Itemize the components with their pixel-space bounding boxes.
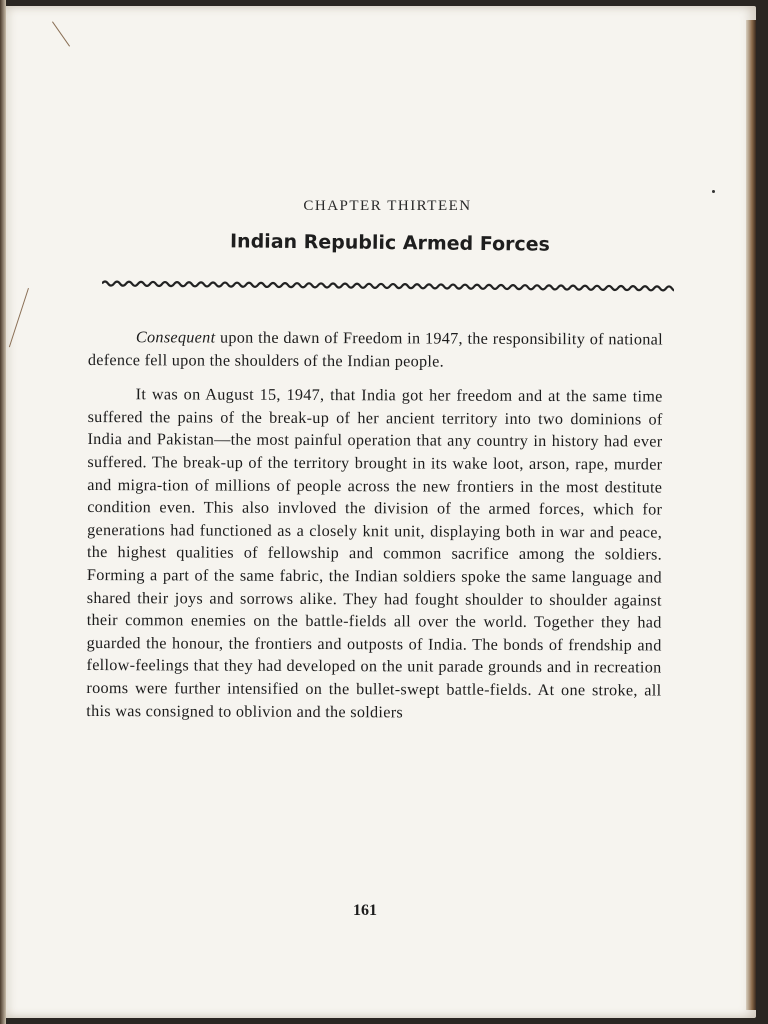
paragraph-text: upon the dawn of Freedom in 1947, the responsibility of national defence fell upon the shoulders of the Indian people. (87, 328, 663, 371)
paragraph-2 (86, 383, 662, 724)
paragraph-text: It was on August 15, 1947, that India got her freedom and at the same time suffered the pains of the break-up of her ancient territory into two dominions of India and Pakistan—the most painful operation that any country in history had ever suffered. The break-up of the territory brought in its wake loot, arson, rape, murder and migra-tion of millions of people across the new frontiers in the most destitute condition even. This also invloved the division of the armed forces, which for generations had functioned as a closely knit unit, displaying both in war and peace, the highest qualities of fellowship and common sacrifice among the soldiers. Forming a part of the same fabric, the Indian soldiers spoke the same language and shared their joys and sorrows alike. They had fought shoulder to shoulder against their common enemies on the battle-fields all over the world. Together they had guarded the honour, the frontiers and outposts of India. The bonds of frendship and fellow-feelings that they had developed on the unit parade grounds and in recreation rooms were further intensified on the bullet-swept battle-fields. At one stroke, all this was consigned to oblivion and the soldiers (86, 385, 663, 721)
chapter-title: Indian Republic Armed Forces (229, 230, 551, 256)
page-right-edge (746, 20, 756, 1010)
chapter-body (86, 326, 663, 725)
page-left-edge (0, 0, 6, 1024)
page-number: 161 (353, 902, 377, 919)
chapter-label: CHAPTER THIRTEEN (303, 198, 472, 214)
ink-speck (712, 190, 715, 193)
italic-lead-word: Consequent (135, 328, 216, 347)
paragraph-1 (88, 326, 663, 374)
